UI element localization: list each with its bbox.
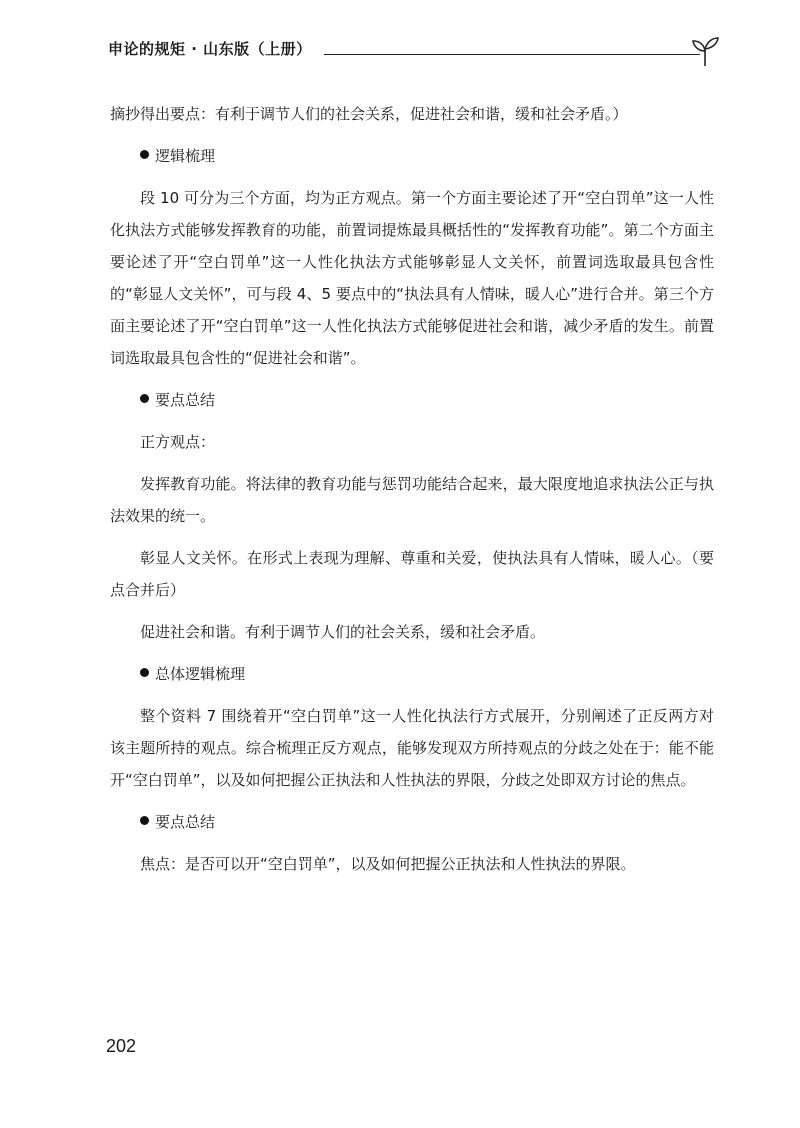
header-title: 申论的规矩 · 山东版（上册） bbox=[108, 40, 312, 58]
bullet-dot-icon bbox=[140, 394, 149, 403]
section-heading-logic bbox=[110, 140, 714, 172]
paragraph-continuation: 摘抄得出要点：有利于调节人们的社会关系，促进社会和谐，缓和社会矛盾。） bbox=[110, 105, 628, 123]
page-body bbox=[110, 98, 714, 880]
sprout-icon bbox=[690, 34, 720, 68]
paragraph-point-education: 发挥教育功能。将法律的教育功能与惩罚功能结合起来，最大限度地追求执法公正与执法效果的统一。 bbox=[110, 475, 714, 525]
bullet-dot-icon bbox=[140, 816, 149, 825]
paragraph-positive-view: 正方观点： bbox=[140, 433, 216, 451]
section-heading-overall-logic bbox=[110, 658, 714, 690]
paragraph-focus: 焦点：是否可以开“空白罚单”，以及如何把握公正执法和人性执法的界限。 bbox=[140, 855, 636, 873]
heading-text: 要点总结 bbox=[155, 813, 216, 831]
header-rule bbox=[324, 54, 700, 55]
heading-text: 逻辑梳理 bbox=[155, 147, 216, 165]
section-heading-summary-2 bbox=[110, 806, 714, 838]
paragraph-point-humanity: 彰显人文关怀。在形式上表现为理解、尊重和关爱，使执法具有人情味，暖人心。（要点合并后） bbox=[110, 549, 714, 599]
paragraph-logic: 段 10 可分为三个方面，均为正方观点。第一个方面主要论述了开“空白罚单”这一人性化执法方式能够发挥教育的功能，前置词提炼最具概括性的“发挥教育功能”。第二个方面主要论述了开“空白罚单”这一人性化执法方式能够彰显人文关怀，前置词选取最具包含性的“彰显人文关怀”，可与段 4、5 要点中的“执法具有人情味，暖人心”进行合并。第三个方面主要论述了开“空白罚单”这一人性化执法方式能够促进社会和谐，减少矛盾的发生。前置词选取最具包含性的“促进社会和谐”。 bbox=[110, 189, 714, 367]
paragraph-overall-logic: 整个资料 7 围绕着开“空白罚单”这一人性化执法行方式展开，分别阐述了正反两方对该主题所持的观点。综合梳理正反方观点，能够发现双方所持观点的分歧之处在于：能不能开“空白罚单”，以及如何把握公正执法和人性执法的界限，分歧之处即双方讨论的焦点。 bbox=[110, 707, 714, 789]
section-heading-summary bbox=[110, 384, 714, 416]
bullet-dot-icon bbox=[140, 668, 149, 677]
heading-text: 总体逻辑梳理 bbox=[155, 665, 246, 683]
page-header bbox=[108, 34, 720, 70]
page-number: 202 bbox=[106, 1036, 137, 1056]
bullet-dot-icon bbox=[140, 150, 149, 159]
heading-text: 要点总结 bbox=[155, 391, 216, 409]
paragraph-point-harmony: 促进社会和谐。有利于调节人们的社会关系，缓和社会矛盾。 bbox=[140, 623, 546, 641]
